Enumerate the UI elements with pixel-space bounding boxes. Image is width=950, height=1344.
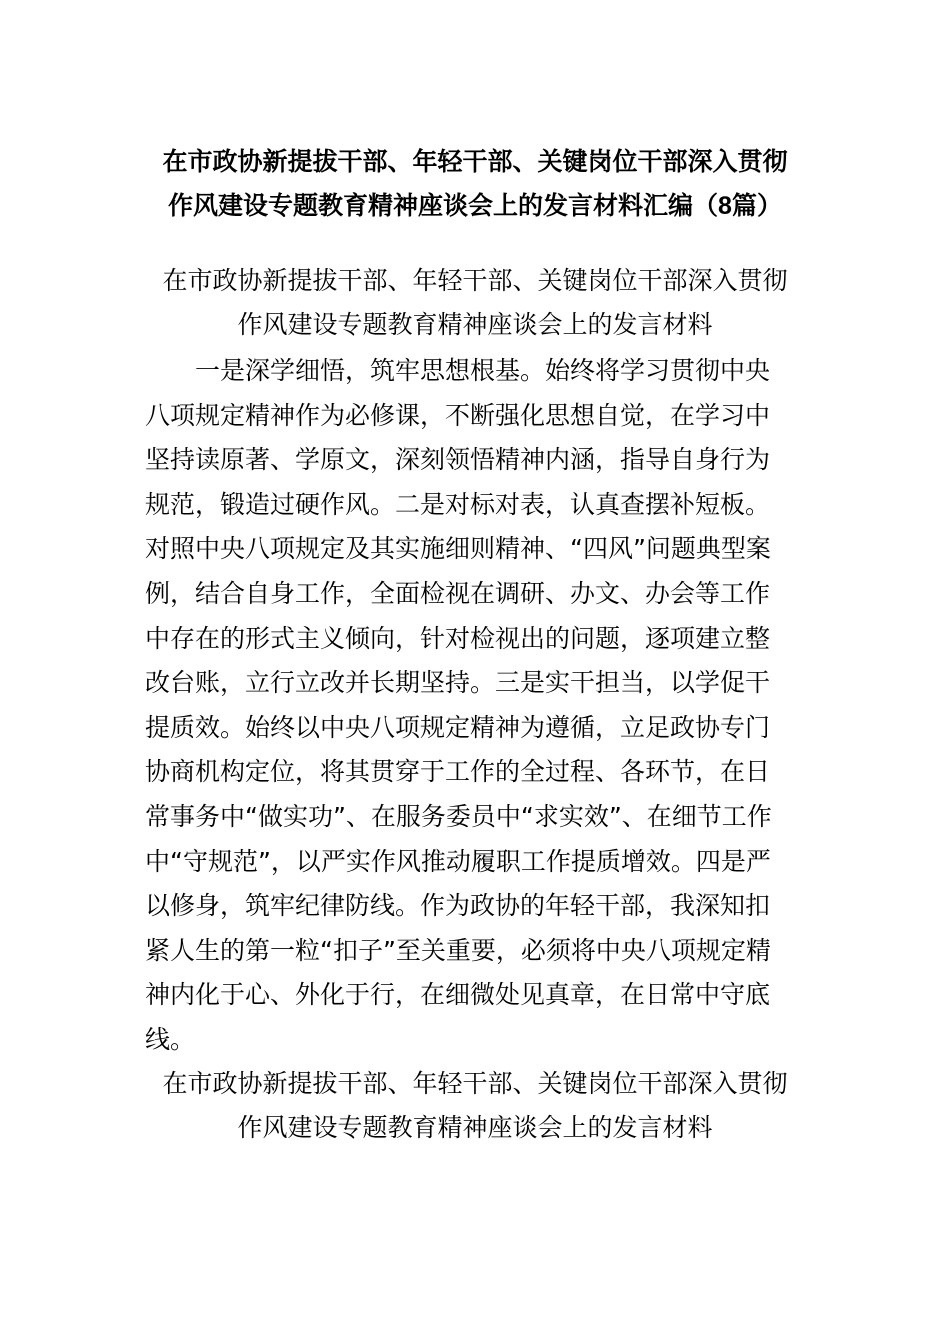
section-1-body [145,349,815,1063]
body-line: 对照中央八项规定及其实施细则精神、“四风”问题典型案 [145,534,771,564]
section-2-title-line-2: 作风建设专题教育精神座谈会上的发言材料 [237,1113,713,1142]
body-line: 规范，锻造过硬作风。二是对标对表，认真查摆补短板。 [145,489,771,519]
section-1-title [140,259,810,347]
main-title-line-1: 在市政协新提拔干部、年轻干部、关键岗位干部深入贯彻 [162,147,788,176]
body-line: 以修身，筑牢纪律防线。作为政协的年轻干部，我深知扣 [145,891,771,921]
section-1-title-line-2: 作风建设专题教育精神座谈会上的发言材料 [237,310,713,339]
body-line: 常事务中“做实功”、在服务委员中“求实效”、在细节工作 [145,801,772,831]
main-title-prefix: 作风建设专题教育精神座谈会上的发言材料汇编（ [168,191,719,220]
body-line: 协商机构定位，将其贯穿于工作的全过程、各环节，在日 [145,757,771,787]
body-line: 八项规定精神作为必修课，不断强化思想自觉，在学习中 [145,400,771,430]
section-1-title-line-1: 在市政协新提拔干部、年轻干部、关键岗位干部深入贯彻 [162,266,788,295]
body-line: 例，结合自身工作，全面检视在调研、办文、办会等工作 [145,578,771,608]
body-line: 一是深学细悟，筑牢思想根基。始终将学习贯彻中央 [195,356,771,385]
body-line: 中“守规范”，以严实作风推动履职工作提质增效。四是严 [145,846,771,876]
main-title-suffix: 篇） [731,191,782,220]
body-line: 紧人生的第一粒“扣子”至关重要，必须将中央八项规定精 [145,935,771,965]
body-line: 提质效。始终以中央八项规定精神为遵循，立足政协专门 [145,712,771,742]
section-2-title [140,1062,810,1150]
section-2-title-line-1: 在市政协新提拔干部、年轻干部、关键岗位干部深入贯彻 [162,1069,788,1098]
body-line: 线。 [145,1024,196,1054]
main-title-count: 8 [718,192,732,220]
main-title-line-2 [140,184,810,228]
body-line: 中存在的形式主义倾向，针对检视出的问题，逐项建立整 [145,623,771,653]
body-line: 改台账，立行立改并长期坚持。三是实干担当，以学促干 [145,668,771,698]
body-line: 坚持读原著、学原文，深刻领悟精神内涵，指导自身行为 [145,445,771,475]
document-main-title [140,140,810,228]
body-line: 神内化于心、外化于行，在细微处见真章，在日常中守底 [145,980,771,1010]
